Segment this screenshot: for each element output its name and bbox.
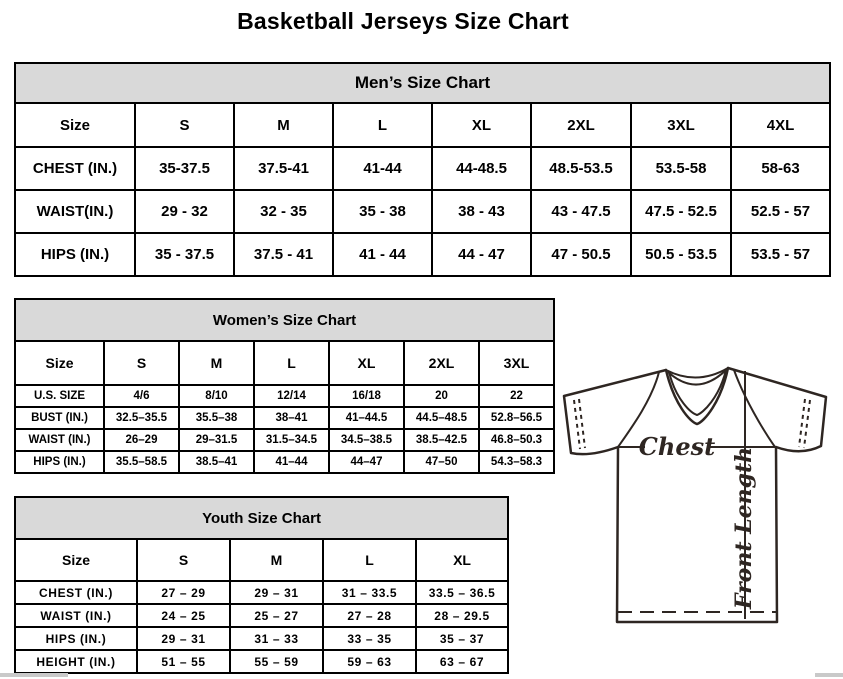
table-row xyxy=(15,650,508,673)
size-value: 53.5-58 xyxy=(631,147,731,190)
col-header: L xyxy=(323,539,416,581)
size-value: 51 – 55 xyxy=(137,650,230,673)
sleeve-stitch-left xyxy=(574,399,585,449)
size-value: 8/10 xyxy=(179,385,254,407)
col-header: M xyxy=(179,341,254,385)
mens-size-table xyxy=(14,62,831,277)
size-value: 47–50 xyxy=(404,451,479,473)
row-label: WAIST (IN.) xyxy=(15,429,104,451)
row-label: WAIST (IN.) xyxy=(15,604,137,627)
size-value: 44-48.5 xyxy=(432,147,531,190)
size-value: 54.3–58.3 xyxy=(479,451,554,473)
size-value: 16/18 xyxy=(329,385,404,407)
bottom-edge-fragment-left xyxy=(0,673,68,677)
col-header: 2XL xyxy=(404,341,479,385)
col-header: L xyxy=(333,103,432,147)
size-value: 26–29 xyxy=(104,429,179,451)
size-value: 41–44 xyxy=(254,451,329,473)
size-value: 43 - 47.5 xyxy=(531,190,631,233)
col-header: S xyxy=(135,103,234,147)
row-label: HIPS (IN.) xyxy=(15,233,135,276)
size-value: 52.8–56.5 xyxy=(479,407,554,429)
chest-label: Chest xyxy=(638,432,716,461)
size-value: 33 – 35 xyxy=(323,627,416,650)
womens-table-title: Women’s Size Chart xyxy=(15,299,554,341)
col-header: 3XL xyxy=(479,341,554,385)
row-label: HIPS (IN.) xyxy=(15,451,104,473)
size-value: 55 – 59 xyxy=(230,650,323,673)
size-value: 25 – 27 xyxy=(230,604,323,627)
size-value: 38–41 xyxy=(254,407,329,429)
row-label: HEIGHT (IN.) xyxy=(15,650,137,673)
col-header: L xyxy=(254,341,329,385)
size-value: 53.5 - 57 xyxy=(731,233,830,276)
size-value: 35-37.5 xyxy=(135,147,234,190)
row-label: BUST (IN.) xyxy=(15,407,104,429)
row-label: CHEST (IN.) xyxy=(15,581,137,604)
size-value: 29–31.5 xyxy=(179,429,254,451)
size-value: 37.5-41 xyxy=(234,147,333,190)
size-value: 29 – 31 xyxy=(230,581,323,604)
size-value: 35 - 37.5 xyxy=(135,233,234,276)
womens-size-table xyxy=(14,298,555,474)
front-length-label: Front Length xyxy=(731,446,757,610)
size-value: 37.5 - 41 xyxy=(234,233,333,276)
youth-size-table xyxy=(14,496,509,674)
size-value: 27 – 29 xyxy=(137,581,230,604)
col-header: S xyxy=(104,341,179,385)
size-value: 58-63 xyxy=(731,147,830,190)
table-row xyxy=(15,233,830,276)
col-header: XL xyxy=(432,103,531,147)
bottom-edge-fragment-right xyxy=(815,673,843,677)
size-value: 38.5–41 xyxy=(179,451,254,473)
size-value: 48.5-53.5 xyxy=(531,147,631,190)
table-row xyxy=(15,147,830,190)
row-label: HIPS (IN.) xyxy=(15,627,137,650)
size-value: 41–44.5 xyxy=(329,407,404,429)
size-value: 46.8–50.3 xyxy=(479,429,554,451)
size-value: 63 – 67 xyxy=(416,650,508,673)
size-value: 33.5 – 36.5 xyxy=(416,581,508,604)
col-header: Size xyxy=(15,539,137,581)
size-value: 4/6 xyxy=(104,385,179,407)
col-header: XL xyxy=(329,341,404,385)
table-row xyxy=(15,627,508,650)
size-value: 44.5–48.5 xyxy=(404,407,479,429)
col-header: 3XL xyxy=(631,103,731,147)
size-value: 29 - 32 xyxy=(135,190,234,233)
col-header: S xyxy=(137,539,230,581)
size-value: 41 - 44 xyxy=(333,233,432,276)
size-value: 35.5–38 xyxy=(179,407,254,429)
mens-table-title: Men’s Size Chart xyxy=(15,63,830,103)
row-label: U.S. SIZE xyxy=(15,385,104,407)
shoulder-seam-right xyxy=(734,370,775,447)
size-value: 31 – 33.5 xyxy=(323,581,416,604)
jersey-diagram-svg xyxy=(558,360,830,628)
col-header: M xyxy=(230,539,323,581)
page-title: Basketball Jerseys Size Chart xyxy=(237,8,569,34)
size-value: 31.5–34.5 xyxy=(254,429,329,451)
size-value: 50.5 - 53.5 xyxy=(631,233,731,276)
youth-table-title: Youth Size Chart xyxy=(15,497,508,539)
size-value: 20 xyxy=(404,385,479,407)
size-value: 44 - 47 xyxy=(432,233,531,276)
col-header: Size xyxy=(15,103,135,147)
size-value: 27 – 28 xyxy=(323,604,416,627)
size-value: 28 – 29.5 xyxy=(416,604,508,627)
size-value: 31 – 33 xyxy=(230,627,323,650)
size-value: 38 - 43 xyxy=(432,190,531,233)
table-row xyxy=(15,407,554,429)
row-label: CHEST (IN.) xyxy=(15,147,135,190)
col-header: XL xyxy=(416,539,508,581)
size-value: 47.5 - 52.5 xyxy=(631,190,731,233)
size-value: 34.5–38.5 xyxy=(329,429,404,451)
size-value: 38.5–42.5 xyxy=(404,429,479,451)
col-header: Size xyxy=(15,341,104,385)
table-row xyxy=(15,581,508,604)
size-value: 35 - 38 xyxy=(333,190,432,233)
table-row xyxy=(15,429,554,451)
jersey-outline xyxy=(564,368,826,622)
size-value: 29 – 31 xyxy=(137,627,230,650)
size-value: 52.5 - 57 xyxy=(731,190,830,233)
size-value: 35 – 37 xyxy=(416,627,508,650)
size-value: 24 – 25 xyxy=(137,604,230,627)
col-header: M xyxy=(234,103,333,147)
col-header: 2XL xyxy=(531,103,631,147)
jersey-measurement-diagram xyxy=(558,360,830,628)
table-row xyxy=(15,451,554,473)
sleeve-stitch-right xyxy=(799,399,810,448)
size-value: 32.5–35.5 xyxy=(104,407,179,429)
size-value: 32 - 35 xyxy=(234,190,333,233)
size-value: 44–47 xyxy=(329,451,404,473)
size-value: 59 – 63 xyxy=(323,650,416,673)
size-value: 41-44 xyxy=(333,147,432,190)
row-label: WAIST(IN.) xyxy=(15,190,135,233)
size-value: 47 - 50.5 xyxy=(531,233,631,276)
size-value: 22 xyxy=(479,385,554,407)
col-header: 4XL xyxy=(731,103,830,147)
size-value: 35.5–58.5 xyxy=(104,451,179,473)
table-row xyxy=(15,385,554,407)
size-value: 12/14 xyxy=(254,385,329,407)
table-row xyxy=(15,604,508,627)
table-row xyxy=(15,190,830,233)
